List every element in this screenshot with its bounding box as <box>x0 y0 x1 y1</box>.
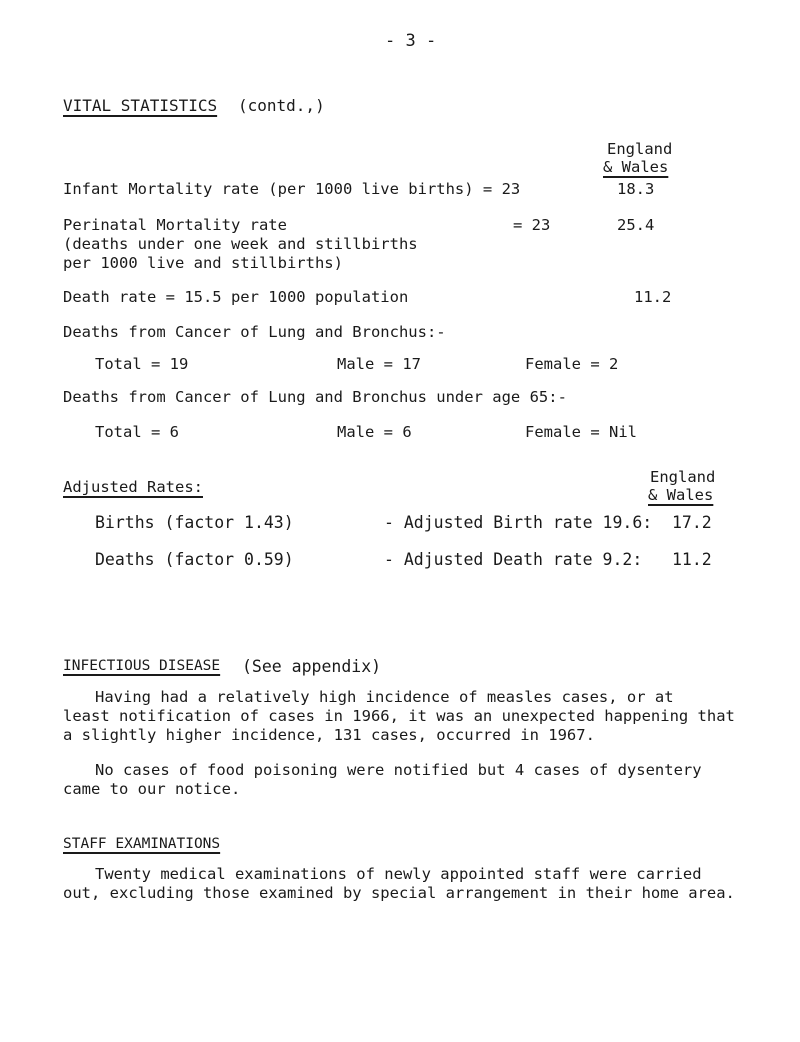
perinatal-mortality-ew-value: 25.4 <box>617 216 655 234</box>
lung-cancer-male: Male = 17 <box>337 355 421 373</box>
england-wales-header-line-2: & Wales <box>603 158 669 176</box>
staff-examinations-heading: STAFF EXAMINATIONS <box>63 836 221 852</box>
infectious-paragraph-2-line-1: No cases of food poisoning were notified but 4 cases of dysentery <box>95 761 702 779</box>
lung-cancer-total: Total = 19 <box>95 355 189 373</box>
adjusted-rates-heading: Adjusted Rates: <box>63 478 203 496</box>
infectious-paragraph-1-line-1: Having had a relatively high incidence of measles cases, or at <box>95 688 674 706</box>
lung-cancer-under-65-female: Female = Nil <box>525 423 637 441</box>
births-factor: Births (factor 1.43) <box>95 513 294 532</box>
staff-paragraph-line-1: Twenty medical examinations of newly appointed staff were carried <box>95 865 702 883</box>
lung-cancer-under-65-heading: Deaths from Cancer of Lung and Bronchus under age 65:- <box>63 388 567 406</box>
adjusted-birth-rate: - Adjusted Birth rate 19.6: <box>384 513 653 532</box>
perinatal-mortality-label: Perinatal Mortality rate <box>63 216 287 234</box>
lung-cancer-under-65-total: Total = 6 <box>95 423 179 441</box>
infectious-disease-heading: INFECTIOUS DISEASE <box>63 658 221 674</box>
lung-cancer-deaths-heading: Deaths from Cancer of Lung and Bronchus:- <box>63 323 446 341</box>
perinatal-mortality-value: = 23 <box>513 216 551 234</box>
vital-statistics-heading-suffix: (contd.,) <box>238 96 325 115</box>
lung-cancer-under-65-male: Male = 6 <box>337 423 412 441</box>
adjusted-death-rate: - Adjusted Death rate 9.2: <box>384 550 643 569</box>
death-rate-ew-value: 11.2 <box>634 288 672 306</box>
perinatal-definition-line-2: per 1000 live and stillbirths) <box>63 254 343 272</box>
death-rate-label: Death rate = 15.5 per 1000 population <box>63 288 409 306</box>
infant-mortality-ew-value: 18.3 <box>617 180 655 198</box>
adjusted-birth-rate-ew: 17.2 <box>672 513 712 532</box>
page-number: - 3 - <box>385 31 437 51</box>
infectious-paragraph-1-line-3: a slightly higher incidence, 131 cases, occurred in 1967. <box>63 726 595 744</box>
lung-cancer-female: Female = 2 <box>525 355 619 373</box>
infant-mortality-label: Infant Mortality rate (per 1000 live births) = 23 <box>63 180 521 198</box>
deaths-factor: Deaths (factor 0.59) <box>95 550 294 569</box>
infectious-paragraph-2-line-2: came to our notice. <box>63 780 241 798</box>
adjusted-death-rate-ew: 11.2 <box>672 550 712 569</box>
england-wales-header-line-1: England <box>607 140 673 158</box>
vital-statistics-heading: VITAL STATISTICS <box>63 96 218 115</box>
staff-paragraph-line-2: out, excluding those examined by special arrangement in their home area. <box>63 884 735 902</box>
see-appendix-note: (See appendix) <box>242 657 382 676</box>
infectious-paragraph-1-line-2: least notification of cases in 1966, it was an unexpected happening that <box>63 707 735 725</box>
adjusted-ew-header-line-2: & Wales <box>648 486 714 504</box>
perinatal-definition-line-1: (deaths under one week and stillbirths <box>63 235 418 253</box>
adjusted-ew-header-line-1: England <box>650 468 716 486</box>
